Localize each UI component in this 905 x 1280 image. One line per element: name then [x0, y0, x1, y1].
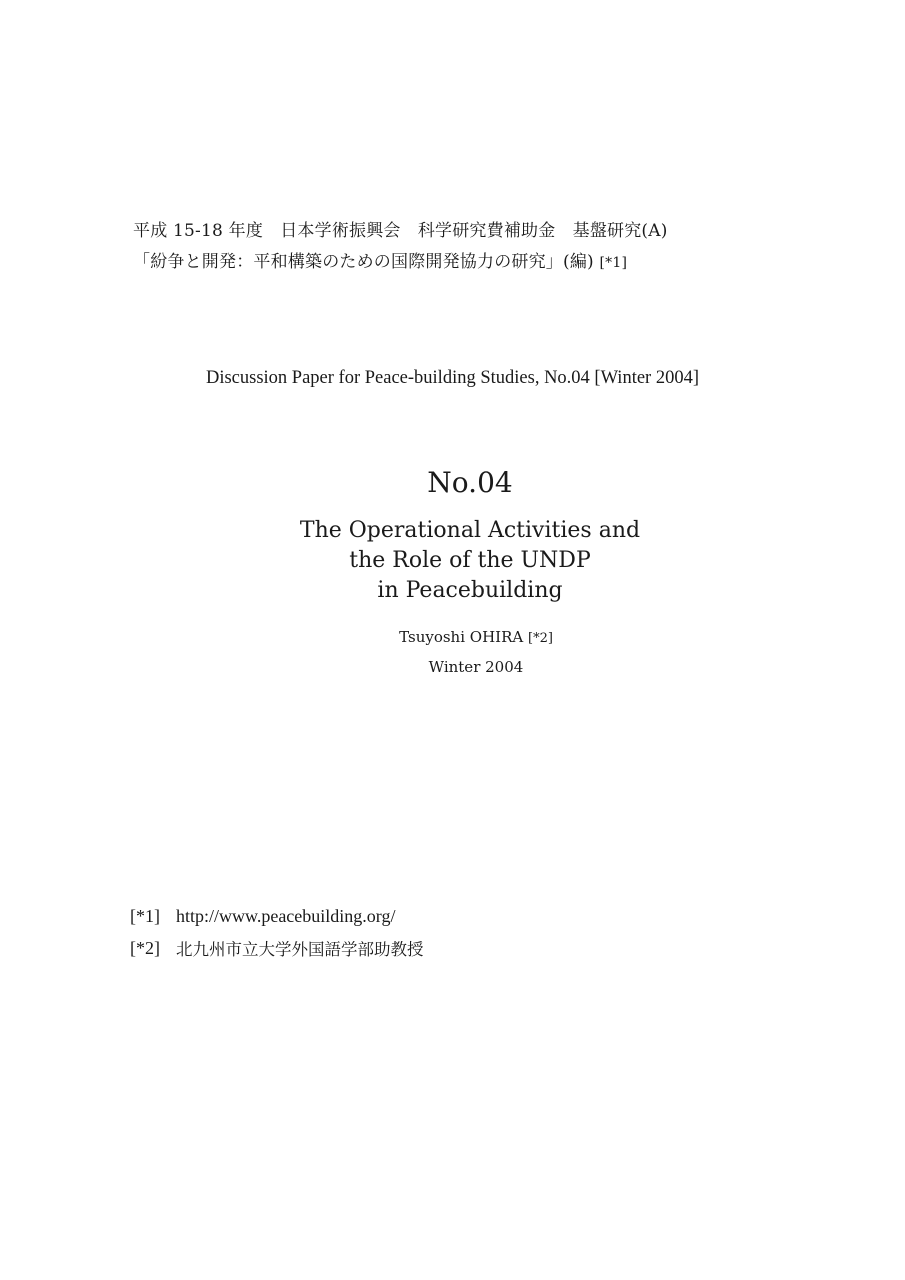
footnote-1-mark: [*1] — [130, 905, 160, 926]
grant-info-line-1-text: 平成 15-18 年度 日本学術振興会 科学研究費補助金 基盤研究(A) — [133, 221, 668, 241]
author-line — [0, 628, 905, 646]
paper-title-line-1: The Operational Activities and — [299, 518, 641, 543]
document-number: No.04 — [427, 466, 513, 499]
paper-title — [0, 516, 905, 606]
publication-date: Winter 2004 — [428, 658, 524, 676]
paper-title-line-2: the Role of the UNDP — [349, 548, 591, 573]
footnote-2-text: 北九州市立大学外国語学部助教授 — [176, 940, 424, 959]
grant-info-line-2 — [133, 247, 627, 272]
footnote-ref-2: [*2] — [528, 631, 553, 646]
series-line: Discussion Paper for Peace-building Studies, No.04 [Winter 2004] — [205, 368, 699, 388]
project-title: 「紛争と開発：平和構築のための国際開発協力の研究」(編) — [133, 252, 594, 272]
footnote-2 — [130, 932, 424, 964]
author-name: Tsuyoshi OHIRA — [399, 628, 524, 646]
footnote-1 — [130, 900, 424, 932]
footnote-ref-1: [*1] — [599, 255, 628, 271]
footnote-1-link[interactable]: http://www.peacebuilding.org/ — [176, 905, 396, 926]
footnotes — [130, 900, 424, 964]
grant-info-line-1 — [133, 216, 668, 241]
paper-title-line-3: in Peacebuilding — [377, 578, 563, 603]
footnote-2-mark: [*2] — [130, 937, 160, 958]
